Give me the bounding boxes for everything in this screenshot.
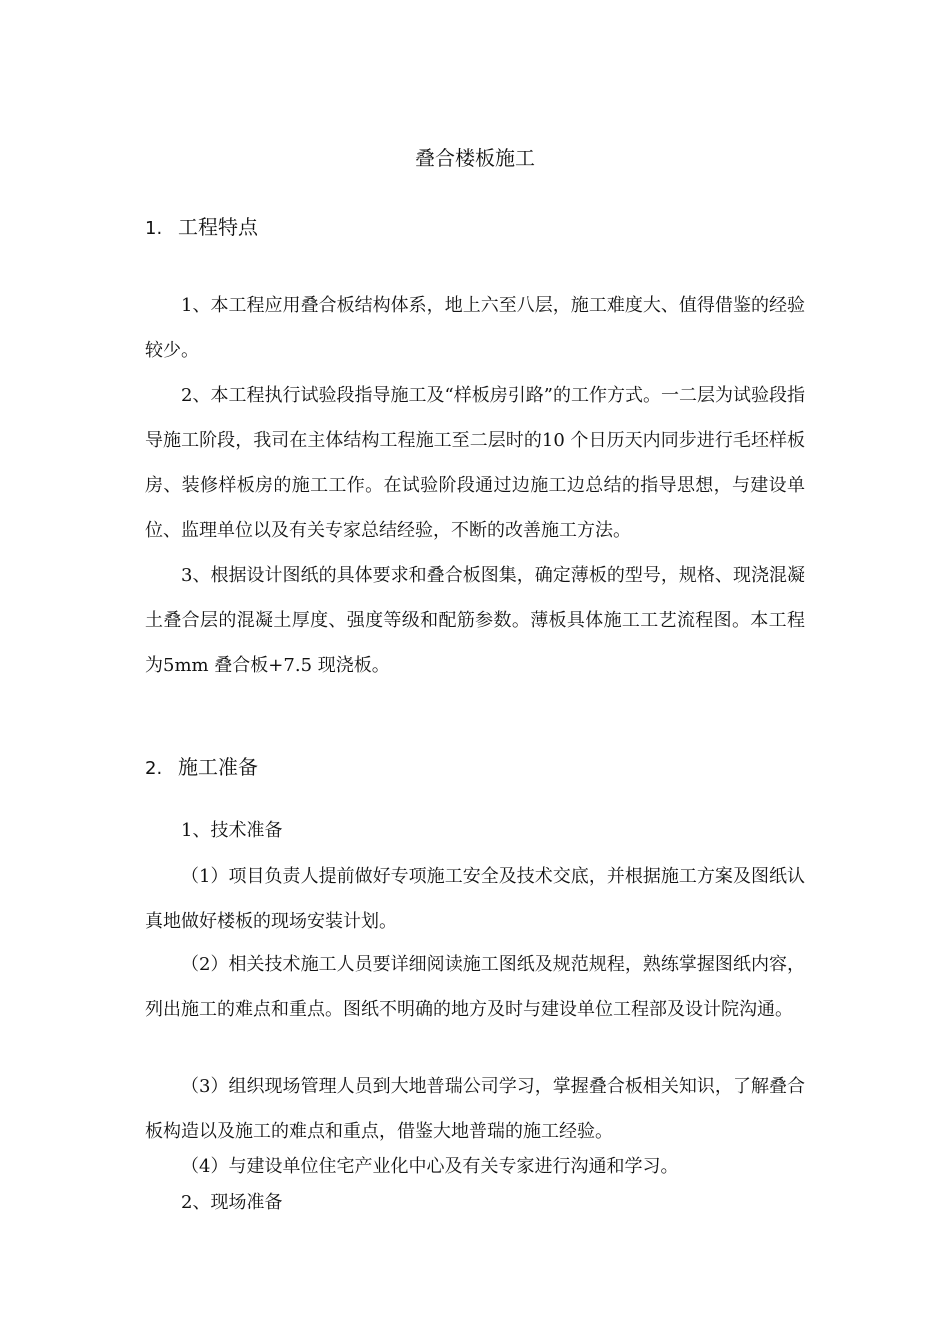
section-2-subheading-site: 2、现场准备: [181, 1192, 283, 1213]
section-1-number: 1.: [145, 218, 163, 239]
section-1-paragraph-2: 2、本工程执行试验段指导施工及“样板房引路”的工作方式。一二层为试验段指导施工阶段，我司在主体结构工程施工至二层时的10 个日历天内同步进行毛坯样板房、装修样板房的施工工作。在试验阶段通过边施工边总结的指导思想，与建设单位、监理单位以及有关专家总结经验，不断的改善施工方法。: [145, 385, 805, 541]
section-2-item-4: （4）与建设单位住宅产业化中心及有关专家进行沟通和学习。: [181, 1156, 679, 1177]
section-2-heading: [145, 752, 258, 784]
section-1-heading: [145, 212, 258, 244]
section-2-number: 2.: [145, 758, 163, 779]
section-2-item-3: （3）组织现场管理人员到大地普瑞公司学习，掌握叠合板相关知识，了解叠合板构造以及施工的难点和重点，借鉴大地普瑞的施工经验。: [145, 1076, 805, 1142]
section-2-title: 施工准备: [178, 755, 258, 779]
section-1-paragraph-3: 3、根据设计图纸的具体要求和叠合板图集，确定薄板的型号，规格、现浇混凝土叠合层的混凝土厚度、强度等级和配筋参数。薄板具体施工工艺流程图。本工程为5mm 叠合板+7.5 现浇板。: [145, 565, 805, 676]
section-1-title: 工程特点: [178, 215, 258, 239]
section-2-subheading-technical: 1、技术准备: [181, 820, 283, 841]
document-title: 叠合楼板施工: [415, 146, 535, 170]
section-1-paragraph-1: 1、本工程应用叠合板结构体系，地上六至八层，施工难度大、值得借鉴的经验较少。: [145, 295, 805, 361]
section-2-item-1: （1）项目负责人提前做好专项施工安全及技术交底，并根据施工方案及图纸认真地做好楼板的现场安装计划。: [145, 866, 805, 932]
section-2-item-2: （2）相关技术施工人员要详细阅读施工图纸及规范规程，熟练掌握图纸内容，列出施工的难点和重点。图纸不明确的地方及时与建设单位工程部及设计院沟通。: [145, 954, 805, 1020]
